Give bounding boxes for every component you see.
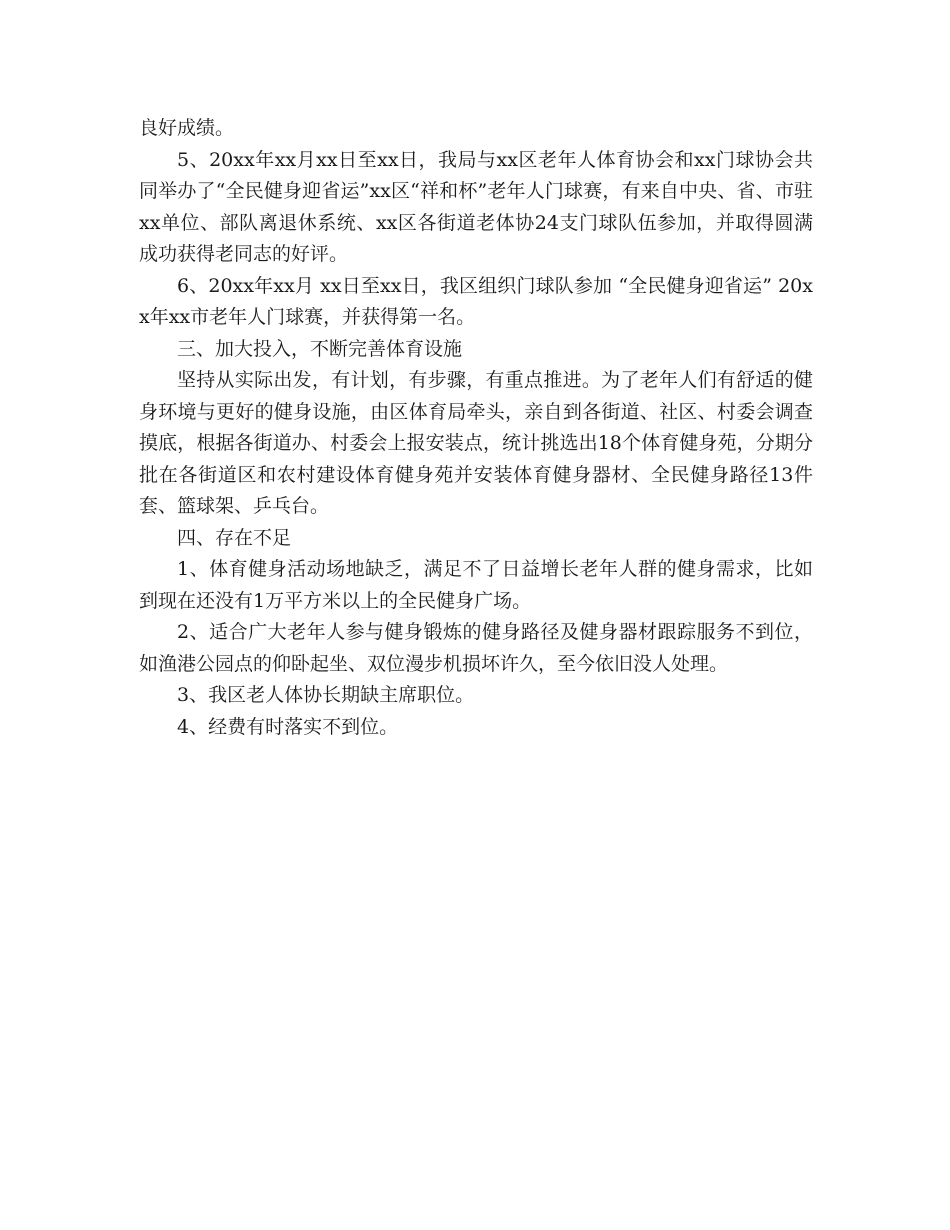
paragraph-shortcoming-1: 1、体育健身活动场地缺乏，满足不了日益增长老年人群的健身需求，比如到现在还没有1万平方米以上的全民健身广场。 — [139, 558, 813, 612]
document-body — [139, 113, 813, 743]
paragraph-shortcoming-4: 4、经费有时落实不到位。 — [177, 715, 399, 738]
paragraph-item-5: 5、20xx年xx月xx日至xx日，我局与xx区老年人体育协会和xx门球协会共同举办了“全民健身迎省运”xx区“祥和杯”老年人门球赛，有来自中央、省、市驻xx单位、部队离退休系统、xx区各街道老体协24支门球队伍参加，并取得圆满成功获得老同志的好评。 — [139, 148, 813, 265]
paragraph-facilities: 坚持从实际出发，有计划，有步骤，有重点推进。为了老年人们有舒适的健身环境与更好的健身设施，由区体育局牵头，亲自到各街道、社区、村委会调查摸底，根据各街道办、村委会上报安装点，统计挑选出18个体育健身苑，分期分批在各街道区和农村建设体育健身苑并安装体育健身器材、全民健身路径13件套、篮球架、乒乓台。 — [139, 369, 813, 517]
section-heading-3: 三、加大投入，不断完善体育设施 — [177, 337, 463, 360]
paragraph-shortcoming-3: 3、我区老人体协长期缺主席职位。 — [177, 684, 475, 706]
paragraph-item-6: 6、20xx年xx月 xx日至xx日，我区组织门球队参加 “全民健身迎省运” 20xx年xx市老年人门球赛，并获得第一名。 — [139, 274, 813, 328]
section-heading-4: 四、存在不足 — [177, 526, 292, 549]
paragraph-shortcoming-2: 2、适合广大老年人参与健身锻炼的健身路径及健身器材跟踪服务不到位，如渔港公园点的仰卧起坐、双位漫步机损坏许久，至今依旧没人处理。 — [139, 621, 813, 675]
paragraph-continuation: 良好成绩。 — [139, 117, 235, 139]
